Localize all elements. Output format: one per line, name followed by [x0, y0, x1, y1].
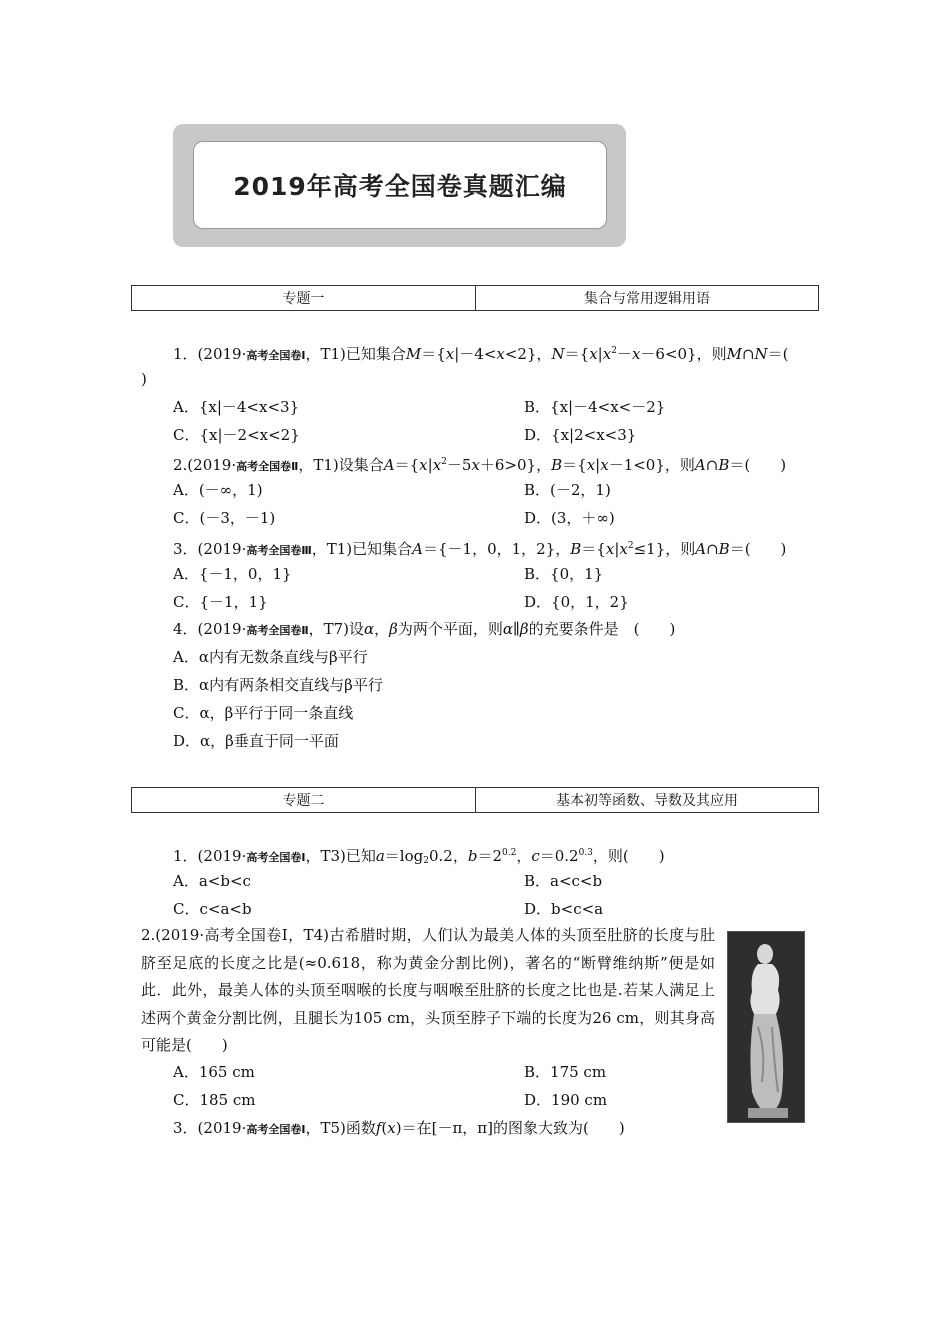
source-label: 高考全国卷Ⅰ — [246, 851, 306, 864]
source-label: 高考全国卷Ⅱ — [246, 624, 309, 637]
option-a[interactable]: A．{x|－4<x<3} — [173, 398, 300, 416]
source-label: 高考全国卷Ⅰ — [246, 349, 306, 362]
topic-name: 专题一 — [132, 286, 476, 310]
option-b[interactable]: B．(－2，1) — [524, 481, 611, 499]
topic-header-2 — [131, 787, 819, 813]
option-d[interactable]: D．{0，1，2} — [524, 593, 629, 611]
question-1-stem: 1．(2019·高考全国卷Ⅰ，T3)已知$a=\log_20.2$，$b=2^{0.2}$，$c=0.2^{0.3}$，则( ) — [173, 847, 665, 866]
question-1-stem-cont: ) — [141, 370, 147, 388]
option-b[interactable]: B．a<c<b — [524, 872, 603, 890]
option-a[interactable]: A．{－1，0，1} — [173, 565, 292, 583]
option-d[interactable]: D．b<c<a — [524, 900, 604, 918]
title-banner — [173, 124, 626, 247]
source-label: 高考全国卷Ⅰ — [246, 1123, 306, 1136]
option-b[interactable]: B．{0，1} — [524, 565, 604, 583]
source-label: 高考全国卷Ⅱ — [236, 460, 299, 473]
topic-subject: 集合与常用逻辑用语 — [584, 291, 710, 307]
option-b[interactable]: B．{x|－4<x<－2} — [524, 398, 666, 416]
option-c[interactable]: C．α，β平行于同一条直线 — [173, 704, 354, 722]
option-c[interactable]: C．185 cm — [173, 1091, 256, 1109]
option-c[interactable]: C．(－3，－1) — [173, 509, 276, 527]
topic-name: 专题二 — [132, 788, 476, 812]
option-d[interactable]: D．α，β垂直于同一平面 — [173, 732, 339, 750]
source-label: 高考全国卷Ⅲ — [246, 544, 312, 557]
option-d[interactable]: D．{x|2<x<3} — [524, 426, 637, 444]
question-1-stem: 1．(2019·高考全国卷Ⅰ，T1)已知集合M＝{x|－4<x<2}，$N=\{x|x^2-x-6<0\}$，则M∩N＝( — [173, 345, 789, 363]
question-4-stem: 4．(2019·高考全国卷Ⅱ，T7)设α，β为两个平面，则α∥β的充要条件是 ( ) — [173, 620, 676, 638]
option-a[interactable]: A．(－∞，1) — [173, 481, 263, 499]
venus-statue-image — [727, 931, 805, 1123]
option-c[interactable]: C．{x|－2<x<2} — [173, 426, 300, 444]
option-a[interactable]: A．α内有无数条直线与β平行 — [173, 648, 368, 666]
title-banner-inner — [193, 141, 607, 229]
option-c[interactable]: C．{－1，1} — [173, 593, 268, 611]
page-title: 2019年高考全国卷真题汇编 — [233, 172, 567, 201]
option-a[interactable]: A．a<b<c — [173, 872, 251, 890]
option-c[interactable]: C．c<a<b — [173, 900, 252, 918]
question-2-stem: 2.(2019·高考全国卷Ⅰ，T4)古希腊时期，人们认为最美人体的头顶至肚脐的长度与肚脐至足底的长度之比是(≈0.618，称为黄金分割比例)，著名的“断臂维纳斯”便是如此．此外，最美人体的头顶至咽喉的长度与咽喉至肚脐的长度之比也是.若某人满足上述两个黄金分割比例，且腿长为105 cm，头顶至脖子下端的长度为26 cm，则其身高可能是( ) — [141, 926, 715, 1054]
question-3-stem: 3．(2019·高考全国卷Ⅲ，T1)已知集合A＝{－1，0，1，2}，$B=\{x|x^2\le 1\}$，则A∩B＝( ) — [173, 540, 787, 558]
statue-figure-icon — [728, 932, 804, 1122]
option-a[interactable]: A．165 cm — [173, 1063, 255, 1081]
option-b[interactable]: B．175 cm — [524, 1063, 607, 1081]
option-d[interactable]: D．(3，＋∞) — [524, 509, 615, 527]
question-3-stem: 3．(2019·高考全国卷Ⅰ，T5)函数f(x)＝在[－π，π]的图象大致为( ) — [173, 1119, 625, 1137]
topic-header-1 — [131, 285, 819, 311]
option-d[interactable]: D．190 cm — [524, 1091, 608, 1109]
question-2-stem: 2.(2019·高考全国卷Ⅱ，T1)设集合$A=\{x|x^2-5x+6>0\}$，B＝{x|x－1<0}，则A∩B＝( ) — [173, 456, 787, 474]
topic-subject: 基本初等函数、导数及其应用 — [556, 793, 738, 809]
option-b[interactable]: B．α内有两条相交直线与β平行 — [173, 676, 383, 694]
